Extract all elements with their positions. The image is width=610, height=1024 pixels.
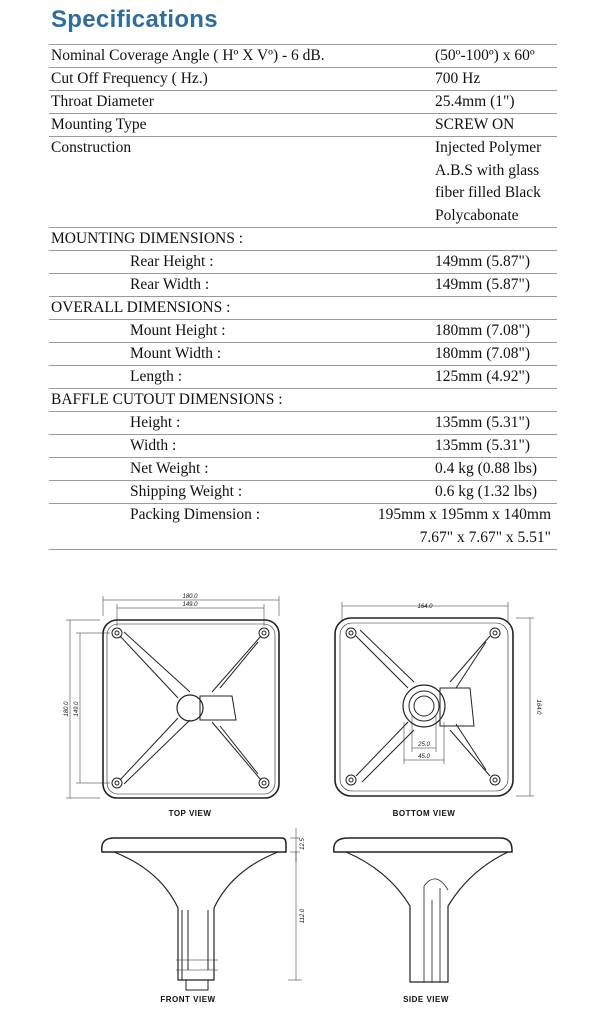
bottom-view-drawing [335,602,534,796]
spec-value: 135mm (5.31") [435,414,531,431]
bottom-view-caption: BOTTOM VIEW [392,809,456,818]
front-view-caption: FRONT VIEW [160,995,216,1004]
spec-row-net-weight [49,458,557,481]
spec-label: Mount Width : [130,345,222,362]
side-view-drawing [334,838,512,982]
page-title: Specifications [51,6,218,33]
spec-value: 180mm (7.08") [435,322,531,339]
spec-value: 25.4mm (1") [435,93,515,110]
spec-row-throat-diameter [49,91,557,114]
front-view-dim-depth: 112.0 [300,908,306,924]
spec-value: (50º-100º) x 60º [435,47,535,64]
spec-row-cutout-width [49,435,557,458]
spec-label: Width : [130,437,177,454]
spec-row-length [49,366,557,389]
spec-row-mounting-type [49,114,557,137]
top-view-dim-outer-vertical: 180.0 [64,701,70,717]
spec-row-mount-height [49,320,557,343]
spec-value-line: 195mm x 195mm x 140mm [377,506,551,523]
spec-value: 149mm (5.87") [435,253,531,270]
spec-row-rear-width [49,274,557,297]
spec-row-shipping-weight [49,481,557,504]
spec-label: Net Weight : [130,460,209,477]
spec-section-heading: OVERALL DIMENSIONS : [51,299,231,316]
spec-section-overall-dimensions [49,297,557,320]
spec-label: Packing Dimension : [130,506,261,523]
spec-value-line: A.B.S with glass [435,161,540,179]
spec-row-coverage-angle [49,44,557,68]
spec-value-line: fiber filled Black [435,184,541,201]
spec-label: Mount Height : [130,322,226,339]
spec-value-line: 7.67" x 7.67" x 5.51" [419,528,551,546]
spec-section-heading: BAFFLE CUTOUT DIMENSIONS : [51,391,283,408]
spec-value: 149mm (5.87") [435,276,531,293]
spec-label: Cut Off Frequency ( Hz.) [51,70,208,87]
spec-row-mount-width [49,343,557,366]
spec-label: Throat Diameter [51,93,154,110]
spec-label: Height : [130,414,181,431]
spec-section-heading: MOUNTING DIMENSIONS : [51,230,244,247]
spec-value [435,137,541,227]
bottom-view-dim-width: 164.0 [417,604,433,610]
bottom-view-dim-throat: 25.0 [418,742,430,748]
spec-row-rear-height [49,251,557,274]
spec-label: Nominal Coverage Angle ( Hº X Vº) - 6 dB. [51,47,325,64]
spec-label: Rear Width : [130,276,210,293]
spec-row-cutout-height [49,412,557,435]
spec-value: 135mm (5.31") [435,437,531,454]
front-view-drawing [102,828,302,990]
spec-value: 180mm (7.08") [435,345,531,362]
spec-label: Rear Height : [130,253,214,270]
spec-value-line: Injected Polymer [435,139,542,156]
spec-value-line: Polycabonate [435,206,519,224]
spec-value: 700 Hz [435,70,481,87]
spec-value: SCREW ON [435,116,515,133]
spec-row-construction [49,137,557,228]
spec-label: Construction [51,139,132,156]
top-view-drawing [66,596,279,798]
spec-label: Shipping Weight : [130,483,243,500]
bottom-view-dim-height: 164.0 [535,699,541,715]
bottom-view-dim-mouth: 45.0 [418,754,430,760]
spec-label: Mounting Type [51,116,147,133]
spec-row-cutoff-frequency [49,68,557,91]
technical-drawings [0,570,610,1024]
top-view-dim-inner-vertical: 149.0 [74,701,80,717]
spec-value [378,504,551,549]
spec-value: 0.6 kg (1.32 lbs) [435,483,538,500]
spec-value: 125mm (4.92") [435,368,531,385]
spec-label: Length : [130,368,183,385]
spec-section-mounting-dimensions [49,228,557,251]
front-view-dim-flange: 12.5 [300,838,306,850]
spec-row-packing-dimension [49,504,557,550]
top-view-dim-outer: 180.0 [182,594,198,600]
top-view-dim-inner: 149.0 [182,602,198,608]
side-view-caption: SIDE VIEW [403,995,449,1004]
specifications-table [49,44,557,550]
spec-value: 0.4 kg (0.88 lbs) [435,460,538,477]
spec-section-baffle-cutout [49,389,557,412]
top-view-caption: TOP VIEW [168,809,212,818]
